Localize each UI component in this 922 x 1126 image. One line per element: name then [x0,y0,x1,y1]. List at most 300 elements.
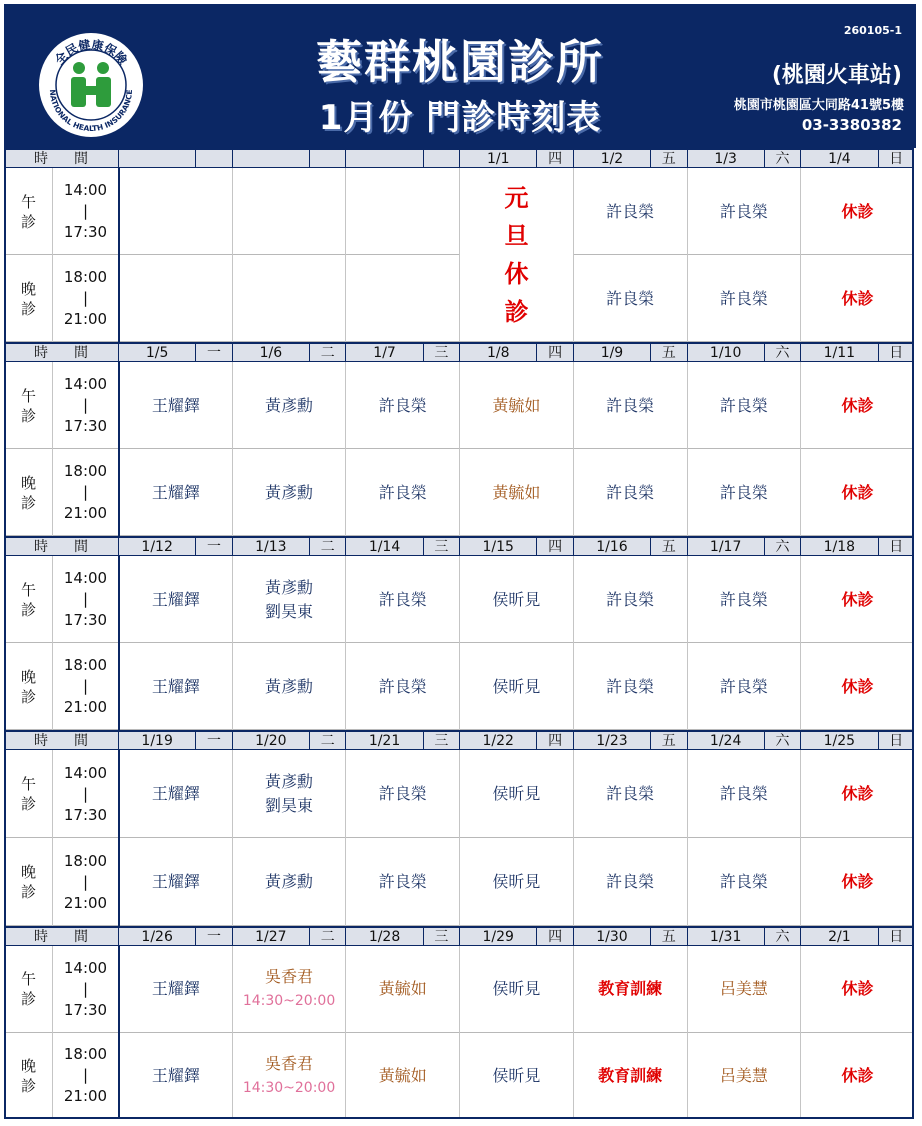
doctor-cell [118,946,232,1033]
doctor-name: 教育訓練 [598,979,663,999]
doctor-name: 黃彥勳 [265,577,314,597]
day-weekday: 二 [309,928,345,946]
doctor-name: 許良榮 [378,482,427,502]
doctor-name: 呂美慧 [719,1065,768,1085]
doctor-name: 黃彥勳 [265,872,314,891]
day-weekday: 日 [878,150,914,168]
doctor-cell [459,838,573,926]
day-weekday: 日 [878,538,914,556]
session-char: 診 [20,883,36,901]
doctor-name: 侯昕見 [492,589,541,609]
day-date: 1/16 [573,538,650,556]
week-block [4,536,914,730]
doctor-name: 許良榮 [719,784,768,803]
doctor-cell [800,168,914,255]
doctor-name: 呂美慧 [719,979,768,999]
day-weekday: 三 [423,344,459,362]
doctor-cell [573,838,687,926]
day-weekday: 五 [650,538,686,556]
session-char: 診 [20,990,36,1009]
doctor-name: 休診 [841,482,874,502]
doctor-name: 許良榮 [606,589,655,609]
session-char: 午 [20,580,36,599]
doctor-cell [232,1033,346,1120]
doctor-cell [232,750,346,838]
day-date [345,150,422,168]
day-weekday: 二 [309,344,345,362]
time-part: 14:00 [63,569,108,587]
day-weekday: 日 [878,928,914,946]
doctor-cell [800,946,914,1033]
doctor-cell [800,643,914,730]
doctor-name: 休診 [841,589,874,609]
session-char: 診 [20,1076,36,1095]
session-char: 午 [20,192,36,211]
time-part: | [82,1066,89,1085]
time-part: | [82,289,89,307]
day-date: 1/30 [573,928,650,946]
day-date: 1/26 [118,928,195,946]
day-weekday: 一 [195,732,231,750]
doctor-name: 許良榮 [719,676,768,696]
doctor-cell [459,556,573,643]
day-date: 1/4 [800,150,877,168]
doctor-cell [687,643,801,730]
doctor-cell [573,1033,687,1120]
session-char: 午 [20,386,36,405]
week-block [4,342,914,536]
doctor-name: 黃彥勳 [265,482,314,502]
doctor-cell [118,449,232,536]
doctor-name: 教育訓練 [598,1065,663,1085]
evening-session-label [4,255,52,342]
doctor-name: 黃毓如 [378,979,427,999]
time-header-char: 間 [74,539,88,555]
doctor-name: 王耀鐸 [151,1065,200,1085]
day-date: 1/17 [687,538,764,556]
doctor-name: 侯昕見 [492,1065,541,1085]
doctor-cell [687,1033,801,1120]
doctor-cell [687,168,801,255]
schedule-table [4,148,914,1119]
day-weekday: 四 [536,928,572,946]
day-date: 1/10 [687,344,764,362]
doctor-cell [573,643,687,730]
afternoon-session-label [4,946,52,1033]
doctor-cell [118,1033,232,1120]
day-weekday [195,150,231,168]
doctor-name: 黃毓如 [492,482,541,502]
day-date: 1/29 [459,928,536,946]
afternoon-row [4,946,914,1033]
day-weekday: 一 [195,344,231,362]
document-number: 260105-1 [843,24,902,37]
doctor-cell [118,362,232,449]
doctor-name: 王耀鐸 [151,872,200,891]
time-header-char: 時 [34,733,48,749]
doctor-cell [459,946,573,1033]
day-date: 1/2 [573,150,650,168]
time-header-label [4,538,118,556]
day-weekday: 二 [309,538,345,556]
doctor-name: 許良榮 [378,676,427,696]
doctor-name: 侯昕見 [492,676,541,696]
time-part: | [82,590,89,608]
time-part: 17:30 [63,805,108,824]
doctor-cell [459,168,573,341]
doctor-name: 劉昊東 [265,796,314,815]
doctor-cell [118,168,232,255]
time-part: 18:00 [63,268,108,286]
week-header-row [4,342,914,362]
evening-row [4,1033,914,1120]
time-header-label [4,344,118,362]
day-date: 1/31 [687,928,764,946]
doctor-name: 休診 [841,201,874,221]
doctor-cell [345,946,459,1033]
doctor-name: 休診 [841,979,874,999]
evening-session-label [4,1033,52,1120]
doctor-cell [800,1033,914,1120]
day-date: 1/25 [800,732,877,750]
day-weekday [423,150,459,168]
doctor-name: 侯昕見 [492,872,541,891]
afternoon-row [4,362,914,449]
time-part: 21:00 [63,698,108,716]
time-header-char: 時 [34,345,48,361]
doctor-name: 許良榮 [719,482,768,502]
time-header-char: 時 [34,539,48,555]
day-weekday: 四 [536,732,572,750]
doctor-cell [573,255,687,342]
day-date: 1/11 [800,344,877,362]
doctor-name: 旦 [504,221,529,250]
doctor-name: 黃彥勳 [265,772,314,791]
doctor-name: 休診 [841,288,874,308]
day-date: 1/1 [459,150,536,168]
doctor-name: 許良榮 [606,676,655,696]
evening-session-label [4,838,52,926]
day-date [118,150,195,168]
doctor-cell [345,168,459,255]
afternoon-session-label [4,556,52,643]
doctor-name: 休 [504,259,529,288]
doctor-cell [345,1033,459,1120]
session-char: 午 [20,970,36,989]
week-header-row [4,730,914,750]
doctor-cell [459,362,573,449]
session-char: 晚 [20,863,36,881]
time-part: 17:30 [63,417,108,435]
time-part: 21:00 [63,893,108,912]
doctor-name: 許良榮 [719,201,768,221]
doctor-name: 診 [504,297,529,326]
doctor-name: 許良榮 [378,589,427,609]
week-header-row [4,536,914,556]
time-part: 17:30 [63,1000,108,1019]
day-weekday: 二 [309,732,345,750]
afternoon-time-range [52,556,118,643]
doctor-cell [232,556,346,643]
doctor-name: 休診 [841,395,874,415]
doctor-name: 許良榮 [719,872,768,891]
session-char: 診 [20,299,36,318]
evening-time-range [52,449,118,536]
doctor-cell [118,750,232,838]
afternoon-time-range [52,168,118,255]
session-char: 晚 [20,279,36,298]
afternoon-row [4,556,914,643]
doctor-cell [345,838,459,926]
doctor-name: 王耀鐸 [151,979,200,999]
day-weekday: 一 [195,538,231,556]
time-part: 18:00 [63,851,108,870]
time-header-char: 時 [34,151,48,167]
day-weekday: 五 [650,150,686,168]
clinic-phone: 03-3380382 [801,116,902,134]
day-weekday: 五 [650,344,686,362]
time-part: 14:00 [63,958,108,977]
doctor-name: 黃彥勳 [265,676,314,696]
day-weekday: 一 [195,928,231,946]
doctor-name: 許良榮 [606,872,655,891]
day-date: 2/1 [800,928,877,946]
evening-time-range [52,838,118,926]
doctor-cell [573,362,687,449]
day-date: 1/18 [800,538,877,556]
afternoon-session-label [4,362,52,449]
afternoon-session-label [4,750,52,838]
time-header-label [4,732,118,750]
doctor-cell [800,838,914,926]
doctor-cell [345,750,459,838]
doctor-cell [345,449,459,536]
doctor-name: 許良榮 [719,288,768,308]
time-header-char: 時 [34,929,48,945]
day-weekday: 四 [536,538,572,556]
evening-time-range [52,643,118,730]
doctor-name: 王耀鐸 [151,482,200,502]
doctor-cell [118,556,232,643]
doctor-cell [687,838,801,926]
doctor-name: 王耀鐸 [151,589,200,609]
doctor-name: 吳香君 [265,967,314,987]
doctor-name: 侯昕見 [492,784,541,803]
svg-text:全民健康保險: 全民健康保險 [52,37,130,68]
day-date: 1/27 [232,928,309,946]
week-block [4,926,914,1119]
doctor-cell [345,362,459,449]
doctor-cell [232,643,346,730]
doctor-name: 王耀鐸 [151,676,200,696]
session-char: 診 [20,406,36,425]
day-weekday: 六 [764,344,800,362]
day-weekday: 五 [650,928,686,946]
time-part: | [82,872,89,891]
doctor-cell [800,449,914,536]
session-char: 診 [20,212,36,231]
day-date: 1/22 [459,732,536,750]
svg-text:NATIONAL HEALTH INSURANCE: NATIONAL HEALTH INSURANCE [47,89,135,134]
doctor-name: 許良榮 [606,395,655,415]
time-part: 14:00 [63,763,108,782]
day-weekday: 日 [878,732,914,750]
doctor-name: 黃毓如 [492,395,541,415]
doctor-name: 許良榮 [719,589,768,609]
day-date: 1/19 [118,732,195,750]
day-date: 1/6 [232,344,309,362]
evening-row [4,643,914,730]
doctor-cell [118,255,232,342]
session-char: 午 [20,775,36,793]
doctor-cell [573,750,687,838]
evening-session-label [4,643,52,730]
week-header-row [4,926,914,946]
doctor-name: 許良榮 [378,395,427,415]
day-date: 1/20 [232,732,309,750]
doctor-name: 休診 [841,872,874,891]
doctor-cell [573,556,687,643]
doctor-cell [687,946,801,1033]
doctor-name: 許良榮 [606,201,655,221]
doctor-name: 元 [504,183,529,212]
time-part: 14:00 [63,375,108,393]
session-char: 診 [20,795,36,813]
afternoon-time-range [52,750,118,838]
time-part: 18:00 [63,656,108,674]
doctor-name: 王耀鐸 [151,784,200,803]
day-date: 1/5 [118,344,195,362]
afternoon-session-label [4,168,52,255]
doctor-cell [573,946,687,1033]
doctor-cell [800,362,914,449]
evening-session-label [4,449,52,536]
doctor-cell [232,362,346,449]
doctor-name: 許良榮 [378,784,427,803]
doctor-cell [232,838,346,926]
doctor-cell [573,168,687,255]
day-date: 1/7 [345,344,422,362]
evening-time-range [52,255,118,342]
doctor-cell [800,556,914,643]
afternoon-row [4,750,914,838]
doctor-cell [459,750,573,838]
time-part: | [82,677,89,695]
doctor-name: 許良榮 [606,482,655,502]
doctor-cell [687,750,801,838]
day-date: 1/3 [687,150,764,168]
day-date: 1/24 [687,732,764,750]
week-block [4,730,914,926]
doctor-name: 吳香君 [265,1053,314,1073]
day-date: 1/8 [459,344,536,362]
time-part: 18:00 [63,1045,108,1064]
session-char: 晚 [20,667,36,686]
doctor-cell [687,255,801,342]
session-char: 診 [20,493,36,512]
doctor-cell [345,255,459,342]
doctor-name: 黃彥勳 [265,395,314,415]
day-weekday: 六 [764,732,800,750]
week-header-row [4,148,914,168]
time-header-char: 間 [74,345,88,361]
evening-row [4,838,914,926]
evening-row [4,449,914,536]
day-weekday [309,150,345,168]
doctor-cell [687,556,801,643]
doctor-cell [687,449,801,536]
day-date: 1/13 [232,538,309,556]
doctor-cell [118,838,232,926]
day-date: 1/15 [459,538,536,556]
time-part: 17:30 [63,611,108,629]
doctor-name: 許良榮 [719,395,768,415]
time-part: 14:00 [63,181,108,199]
time-part: | [82,202,89,220]
day-weekday: 三 [423,538,459,556]
doctor-cell [232,255,346,342]
evening-time-range [52,1033,118,1120]
time-part: | [82,483,89,501]
week-block [4,148,914,342]
session-char: 晚 [20,473,36,492]
time-header-char: 間 [74,929,88,945]
day-weekday: 六 [764,928,800,946]
doctor-cell [345,643,459,730]
doctor-name: 休診 [841,676,874,696]
doctor-name: 14:30~20:00 [242,993,336,1010]
doctor-cell [573,449,687,536]
day-weekday: 四 [536,150,572,168]
session-char: 診 [20,687,36,706]
afternoon-time-range [52,362,118,449]
clinic-title: 藝群桃園診所 [316,35,604,89]
time-part: | [82,784,89,803]
doctor-cell [800,255,914,342]
day-date: 1/9 [573,344,650,362]
doctor-cell [800,750,914,838]
day-date: 1/14 [345,538,422,556]
doctor-cell [687,362,801,449]
time-header-char: 間 [74,151,88,167]
day-weekday: 日 [878,344,914,362]
station-label: (桃園火車站) [771,63,902,88]
doctor-cell [232,449,346,536]
day-date: 1/12 [118,538,195,556]
doctor-cell [459,1033,573,1120]
day-date: 1/23 [573,732,650,750]
doctor-cell [459,643,573,730]
day-weekday: 五 [650,732,686,750]
doctor-cell [232,168,346,255]
doctor-name: 許良榮 [606,288,655,308]
time-part: 21:00 [63,1087,108,1106]
time-part: | [82,979,89,998]
doctor-name: 劉昊東 [265,601,314,621]
doctor-name: 14:30~20:00 [242,1079,336,1096]
doctor-name: 休診 [841,784,874,803]
afternoon-time-range [52,946,118,1033]
time-part: 21:00 [63,310,108,328]
doctor-name: 黃毓如 [378,1065,427,1085]
time-header-label [4,928,118,946]
doctor-cell [118,643,232,730]
day-date [232,150,309,168]
time-part: | [82,396,89,414]
session-char: 晚 [20,1056,36,1075]
doctor-name: 許良榮 [606,784,655,803]
day-weekday: 三 [423,732,459,750]
